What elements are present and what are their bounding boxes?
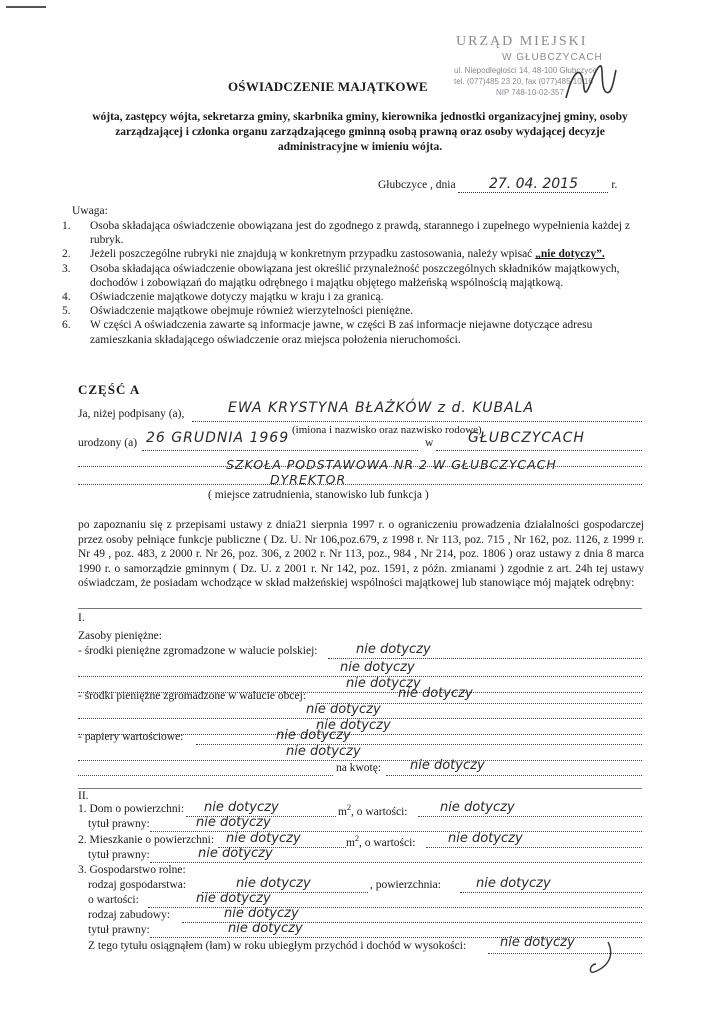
date-line — [378, 176, 617, 193]
farm-title-label: tytuł prawny: — [88, 924, 150, 936]
workplace-caption: ( miejsce zatrudnienia, stanowisko lub funkcja ) — [208, 489, 429, 501]
declarant-name-line — [192, 421, 642, 422]
building-value: nie dotyczy — [224, 906, 299, 921]
foreign-value-1: nie dotyczy — [398, 686, 473, 701]
flat-value-value: nie dotyczy — [448, 831, 523, 846]
corner-mark — [6, 6, 46, 8]
farm-area-label: , powierzchnia: — [370, 879, 441, 891]
income-value: nie dotyczy — [500, 935, 575, 950]
amount-line — [386, 775, 642, 776]
note-item: 3. Osoba składająca oświadczenie obowiązana jest określić przynależność poszczególnych składników majątkowych, dochodów i zobowiązań do majątku odrębnego i majątku objętego małżeńską wspólnością majątkową. — [62, 262, 620, 289]
income-label: Z tego tytułu osiągnąłem (łam) w roku ubiegłym przychód i dochód w wysokości: — [88, 940, 467, 952]
note-item: 2. Jeżeli poszczególne rubryki nie znajdują w konkretnym przypadku zastosowania, należy wpisać „nie dotyczy”. — [62, 248, 605, 261]
born-date-line — [142, 450, 418, 451]
foreign-value-3: nie dotyczy — [316, 718, 391, 733]
securities-label: - papiery wartościowe: — [78, 731, 184, 743]
securities-value-2: nie dotyczy — [286, 744, 361, 759]
amount-label: na kwotę: — [336, 762, 382, 774]
stamp-signature-icon — [560, 58, 620, 108]
section-1-roman: I. — [78, 612, 85, 624]
legal-paragraph: po zapoznaniu się z przepisami ustawy z dnia21 sierpnia 1997 r. o ograniczeniu prowadzenia działalności gospodarczej przez osoby pełniące funkcje publiczne ( Dz. U. Nr 106,poz.679, z 1998 r. Nr 113, poz. 715 , Nr 162, poz. 1126, z 1999 r. Nr 49 , poz. 483, z 2000 r. Nr 26, poz. 306, z 2002 r. Nr 113, poz., 984 , Nr 214, poz. 1806 ) oraz ustawy z dnia 8 marca 1990 r. o samorządzie gminnym ( Dz. U. z 2001 r. Nr 142, poz. 1591, z późn. zmianami ) zgodnie z art. 24h tej ustawy oświadczam, że posiadam wchodzące w skład małżeńskiej wspólności majątkowej lub stanowiące mój majątek odrębny: — [78, 519, 644, 590]
section-1-heading: Zasoby pieniężne: — [78, 630, 162, 642]
farm-label: 3. Gospodarstwo rolne: — [78, 864, 186, 876]
farm-type-value: nie dotyczy — [236, 876, 311, 891]
section-divider — [78, 788, 642, 789]
date-suffix: r. — [611, 179, 618, 191]
house-value-line — [418, 816, 642, 817]
flat-title-value: nie dotyczy — [198, 846, 273, 861]
farm-area-line — [460, 892, 642, 893]
workplace-line-2 — [78, 484, 642, 485]
farm-value-value: nie dotyczy — [196, 891, 271, 906]
section-a-heading: CZĘŚĆ A — [78, 382, 141, 397]
stamp-line5: NIP 748-10-02-357 — [496, 88, 564, 97]
flat-value-line — [426, 847, 642, 848]
house-label: 1. Dom o powierzchni: — [78, 803, 185, 815]
amount-value: nie dotyczy — [410, 758, 485, 773]
farm-title-value: nie dotyczy — [228, 921, 303, 936]
house-value-label: $m^2$, o wartości: — [338, 803, 408, 818]
uwaga-heading: Uwaga: — [72, 205, 108, 217]
note-item: 1. Osoba składająca oświadczenie obowiązana jest do zgodnego z prawdą, starannego i zupełnego wypełnienia każdej z rubryk. — [62, 220, 630, 247]
declarant-name-caption: (imiona i nazwisko oraz nazwisko rodowe) — [292, 424, 482, 436]
farm-value-line — [148, 907, 642, 908]
pln-line-1 — [328, 658, 642, 659]
flat-area-value: nie dotyczy — [226, 831, 301, 846]
notes-list — [62, 219, 642, 347]
stamp-line4: tel. (077)485 23 20, fax (077)485 10 16 — [454, 77, 593, 86]
stamp-line2: W GŁUBCZYCACH — [502, 52, 603, 63]
declarant-label: Ja, niżej podpisany (a), — [78, 408, 185, 420]
section-2-roman: II. — [78, 790, 89, 802]
born-place-value: GŁUBCZYCACH — [468, 430, 585, 446]
born-date-value: 26 GRUDNIA 1969 — [146, 430, 290, 446]
securities-value-1: nie dotyczy — [276, 728, 351, 743]
note-item: 6. W części A oświadczenia zawarte są informacje jawne, w części B zaś informacje niejawne dotyczące adresu zamieszkania składającego oświadczenie oraz miejsca położenia nieruchomości. — [62, 319, 593, 346]
note-item: 5. Oświadczenie majątkowe obejmuje również wierzytelności pieniężne. — [62, 305, 414, 318]
securities-line-2 — [78, 760, 642, 761]
date-value: 27. 04. 2015 — [458, 176, 608, 193]
page-subtitle: wójta, zastępcy wójta, sekretarza gminy, skarbnika gminy, kierownika jednostki organizacyjnej gminy, osoby zarządzającej i członka organu zarządzającego gminną osobą prawną oraz osoby wydającej decyzje administracyjne w imieniu wójta. — [92, 111, 628, 153]
stamp-line3: ul. Niepodległości 14, 48-100 Głubczyce — [454, 66, 597, 75]
house-title-value: nie dotyczy — [196, 815, 271, 830]
section-divider — [78, 608, 642, 609]
declarant-name-value: EWA KRYSTYNA BŁAŻKÓW z d. KUBALA — [228, 400, 535, 416]
stamp-line1: URZĄD MIEJSKI — [456, 34, 588, 49]
pln-value-2: nie dotyczy — [340, 660, 415, 675]
handwritten-stroke-icon — [580, 940, 620, 980]
born-label: urodzony (a) — [78, 437, 138, 449]
flat-label: 2. Mieszkanie o powierzchni: — [78, 834, 215, 846]
building-label: rodzaj zabudowy: — [88, 909, 171, 921]
house-title-label: tytuł prawny: — [88, 818, 150, 830]
farm-value-label: o wartości: — [88, 894, 139, 906]
flat-title-label: tytuł prawny: — [88, 849, 150, 861]
pln-value-1: nie dotyczy — [356, 642, 431, 657]
foreign-label: - środki pieniężne zgromadzone w walucie obcej: — [78, 690, 306, 702]
securities-line-3 — [78, 775, 333, 776]
pln-value-3: nie dotyczy — [346, 676, 421, 691]
note-item: 4. Oświadczenie majątkowe dotyczy majątku w kraju i za granicą. — [62, 291, 384, 304]
flat-title-line — [150, 862, 642, 863]
page-title: OŚWIADCZENIE MAJĄTKOWE — [228, 79, 428, 94]
pln-label: - środki pieniężne zgromadzone w walucie polskiej: — [78, 645, 318, 657]
flat-value-label: $m^2$, o wartości: — [346, 834, 416, 849]
farm-area-value: nie dotyczy — [476, 876, 551, 891]
house-area-value: nie dotyczy — [204, 800, 279, 815]
foreign-value-2: nie dotyczy — [306, 702, 381, 717]
born-in-label: w — [425, 437, 434, 449]
securities-line-1 — [196, 744, 642, 745]
farm-type-label: rodzaj gospodarstwa: — [88, 879, 187, 891]
house-title-line — [150, 831, 642, 832]
workplace-value-2: DYREKTOR — [270, 472, 347, 487]
workplace-value-1: SZKOŁA PODSTAWOWA NR 2 W GŁUBCZYCACH — [226, 457, 557, 472]
date-prefix: Głubczyce , dnia — [378, 179, 456, 191]
born-place-line — [436, 450, 642, 451]
house-value-value: nie dotyczy — [440, 800, 515, 815]
